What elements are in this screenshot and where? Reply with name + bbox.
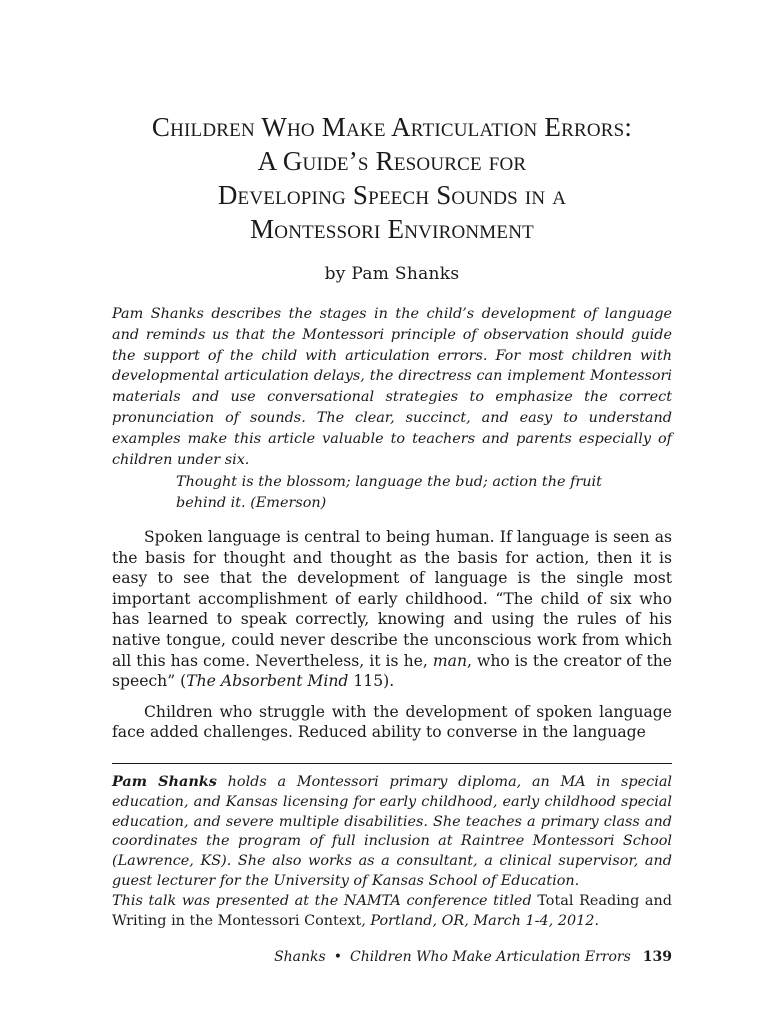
article-abstract: Pam Shanks describes the stages in the child’s development of language and reminds us that the Montessori principle of observation should guide the support of the child with articulation errors. For most children with developmental articulation delays, the directress can implement Montessori materials and use conversational strategies to emphasize the correct pronunciation of sounds. The clear, succinct, and easy to understand examples make this article valuable to teachers and parents especially of children under six. xyxy=(112,306,672,468)
footer-author: Shanks xyxy=(274,949,326,965)
epigraph-quote: Thought is the blossom; language the bud; action the fruit behind it. (Emerson) xyxy=(176,474,602,511)
conference-title: Total Reading and Writing in the Montessori Context xyxy=(112,892,672,929)
cited-book-title: The Absorbent Mind xyxy=(186,672,349,691)
body-paragraph: Children who struggle with the development of spoken language face added challenges. Reduced ability to converse in the language xyxy=(112,702,672,742)
author-name: Pam Shanks xyxy=(112,773,217,790)
running-footer xyxy=(112,947,672,967)
footer-separator: • xyxy=(333,949,342,965)
footnote-divider xyxy=(112,763,672,764)
emphasis-man: man xyxy=(432,651,467,670)
author-bio: Pam Shanks holds a Montessori primary diploma, an MA in special education, and Kansas licensing for early childhood, early childhood special education, and severe multiple disabilities. She teaches a primary class and coordinates the program of full inclusion at Raintree Montessori School (Lawrence, KS). She also works as a consultant, a clinical supervisor, and guest lecturer for the University of Kansas School of Education. xyxy=(112,773,672,889)
title-line: Montessori Environment xyxy=(250,214,534,244)
body-paragraph: Spoken language is central to being human. If language is seen as the basis for thought and thought as the basis for action, then it is easy to see that the development of language is the single most important accomplishment of early childhood. “The child of six who has learned to speak correctly, knowing and using the rules of his native tongue, could never describe the unconscious work from which all this has come. Nevertheless, it is he, man, who is the creator of the speech” (The Absorbent Mind 115). xyxy=(112,528,672,691)
author-footnote xyxy=(112,772,672,931)
article-title xyxy=(112,110,672,246)
page-number: 139 xyxy=(642,949,672,965)
title-line: Developing Speech Sounds in a xyxy=(217,180,567,210)
title-line: A Guide’s Resource for xyxy=(257,146,527,176)
title-line: Children Who Make Articulation Errors: xyxy=(151,112,633,142)
article-body xyxy=(112,527,672,753)
footer-short-title: Children Who Make Articulation Errors xyxy=(349,949,631,965)
byline: by Pam Shanks xyxy=(324,264,460,284)
journal-page xyxy=(112,0,672,1024)
talk-note: This talk was presented at the NAMTA conference titled Total Reading and Writing in the Montessori Context, Portland, OR, March 1-4, 2012. xyxy=(112,892,672,929)
